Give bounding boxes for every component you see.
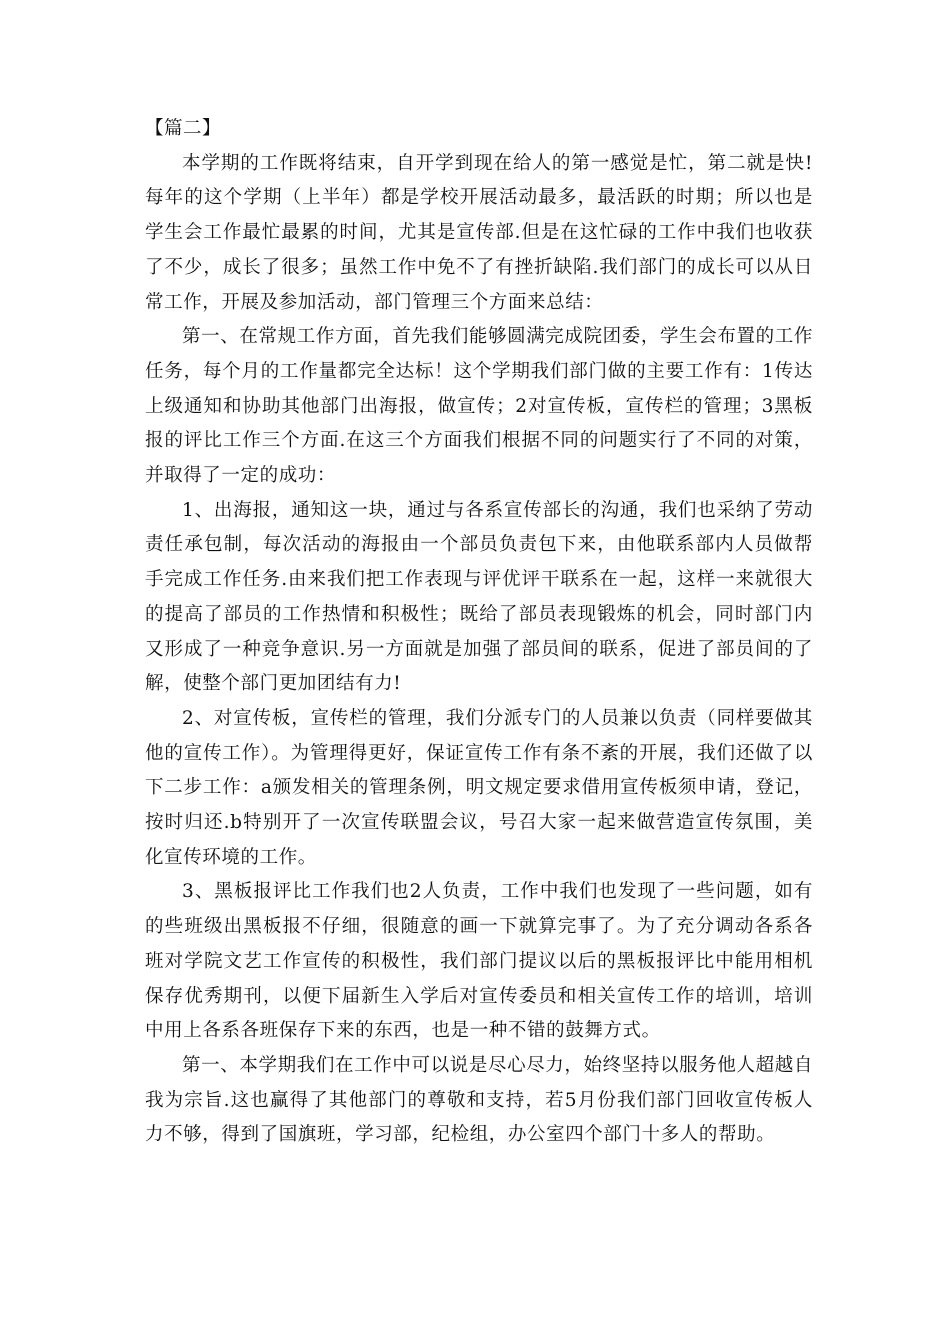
paragraph-posters: 1、出海报，通知这一块，通过与各系宣传部长的沟通，我们也采纳了劳动责任承包制，每次活动的海报由一个部员负责包下来，由他联系部内人员做帮手完成工作任务.由来我们把工作表现与评优评干联系在一起，这样一来就很大的提高了部员的工作热情和积极性；既给了部员表现锻炼的机会，同时部门内又形成了一种竞争意识.另一方面就是加强了部员间的联系，促进了部员间的了解，使整个部门更加团结有力! xyxy=(145,499,813,695)
paragraph-intro: 本学期的工作既将结束，自开学到现在给人的第一感觉是忙，第二就是快!每年的这个学期（上半年）都是学校开展活动最多，最活跃的时期；所以也是学生会工作最忙最累的时间，尤其是宣传部.但是在这忙碌的工作中我们也收获了不少，成长了很多；虽然工作中免不了有挫折缺陷.我们部门的成长可以从日常工作，开展及参加活动，部门管理三个方面来总结： xyxy=(145,152,813,313)
paragraph-routine-work: 第一、在常规工作方面，首先我们能够圆满完成院团委，学生会布置的工作任务，每个月的工作量都完全达标！这个学期我们部门做的主要工作有：1传达上级通知和协助其他部门出海报，做宣传；2对宣传板，宣传栏的管理；3黑板报的评比工作三个方面.在这三个方面我们根据不同的问题实行了不同的对策，并取得了一定的成功： xyxy=(145,326,813,487)
paragraph-service: 第一、本学期我们在工作中可以说是尽心尽力，始终坚持以服务他人超越自我为宗旨.这也赢得了其他部门的尊敬和支持，若5月份我们部门回收宣传板人力不够，得到了国旗班，学习部，纪检组，办公室四个部门十多人的帮助。 xyxy=(145,1054,813,1146)
document-page xyxy=(145,112,813,1153)
paragraph-boards: 2、对宣传板，宣传栏的管理，我们分派专门的人员兼以负责（同样要做其他的宣传工作）。为管理得更好，保证宣传工作有条不紊的开展，我们还做了以下二步工作：a颁发相关的管理条例，明文规定要求借用宣传板须申请，登记，按时归还.b特别开了一次宣传联盟会议，号召大家一起来做营造宣传氛围，美化宣传环境的工作。 xyxy=(145,707,813,868)
paragraph-blackboard: 3、黑板报评比工作我们也2人负责，工作中我们也发现了一些问题，如有的些班级出黑板报不仔细，很随意的画一下就算完事了。为了充分调动各系各班对学院文艺工作宣传的积极性，我们部门提议以后的黑板报评比中能用相机保存优秀期刊，以便下届新生入学后对宣传委员和相关宣传工作的培训，培训中用上各系各班保存下来的东西，也是一种不错的鼓舞方式。 xyxy=(145,881,813,1042)
section-heading: 【篇二】 xyxy=(145,118,222,139)
